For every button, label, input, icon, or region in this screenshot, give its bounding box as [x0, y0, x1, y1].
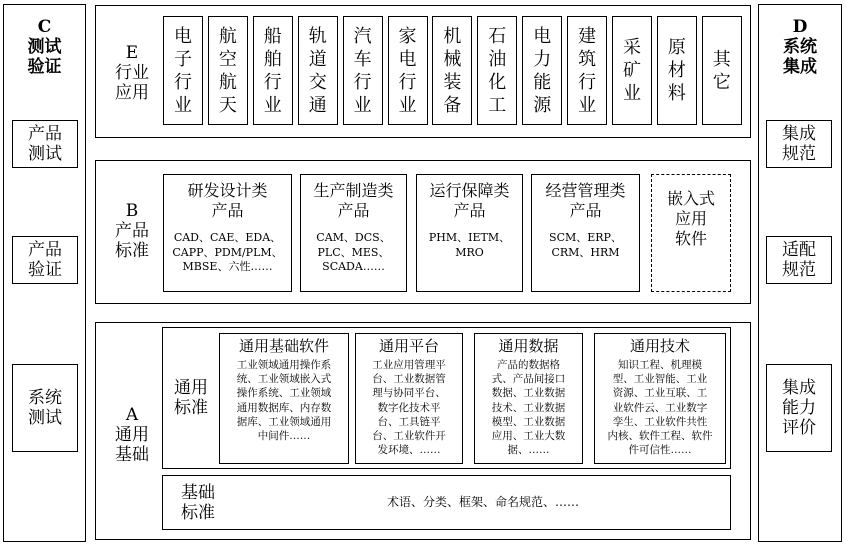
- category-title: [164, 181, 291, 221]
- adaptation-spec-box: [766, 236, 832, 284]
- category-detail: [417, 231, 522, 260]
- industry-char: 工: [488, 94, 507, 116]
- industry-char: 械: [443, 48, 462, 70]
- a-title-line1: 通用: [115, 425, 149, 445]
- group-detail-line: 发环境、……: [377, 444, 441, 457]
- group-detail-line: 工业领域通用操作系: [236, 359, 332, 371]
- industry-char: 能: [533, 71, 552, 93]
- integration-capability-line1: 集成: [782, 378, 816, 398]
- group-detail-line: 工业应用管理平: [372, 359, 446, 371]
- group-title: 通用基础软件: [238, 337, 329, 355]
- industry-char: 交: [308, 71, 327, 93]
- general-foundation-title: [106, 395, 158, 475]
- industry-char: 子: [174, 48, 192, 70]
- industry-char: 料: [667, 83, 686, 104]
- industry-char: 航: [218, 25, 237, 47]
- product-verification-line1: 产品: [28, 240, 62, 260]
- industry-char: 车: [353, 48, 372, 70]
- product-category-box: [300, 174, 407, 292]
- category-detail-line: PHM、IETM、: [428, 231, 511, 244]
- b-title-line1: 产品: [115, 221, 149, 241]
- industry-item: [432, 16, 472, 125]
- industry-char: 化: [488, 71, 507, 93]
- industry-char: 行: [578, 71, 597, 93]
- category-title: [301, 181, 406, 221]
- e-title-line2: 应用: [115, 83, 149, 103]
- industry-char: 行: [263, 71, 282, 93]
- group-detail-line: 式、产品间接口: [491, 373, 566, 386]
- industry-char: 它: [712, 71, 731, 93]
- c-title-line1: 测试: [27, 37, 62, 57]
- category-detail-line: CRM、HRM: [551, 245, 620, 259]
- category-title-line: 软件: [674, 229, 707, 248]
- group-detail-line: 台、工业软件开: [372, 430, 446, 443]
- group-detail-line: 台、工业数据管: [372, 373, 446, 386]
- system-integration-title: [759, 13, 841, 81]
- test-verification-title: [4, 13, 85, 81]
- industry-char: 通: [308, 94, 327, 116]
- group-detail-line: 操作系统、工业领域: [236, 387, 332, 400]
- integration-spec-box: [766, 120, 832, 168]
- category-detail-line: SCADA……: [322, 260, 385, 273]
- category-detail: [301, 231, 406, 275]
- industry-char: 业: [623, 83, 641, 104]
- industry-char: 汽: [353, 25, 372, 47]
- group-detail-line: 业软件云、工业数字: [612, 401, 708, 414]
- industry-item: [208, 16, 248, 125]
- b-letter: B: [125, 201, 139, 221]
- group-detail-line: 内核、软件工程、软件: [607, 430, 713, 443]
- group-detail: [220, 358, 348, 443]
- group-detail-line: 产品的数据格: [497, 359, 560, 371]
- industry-char: 业: [578, 94, 597, 116]
- general-standard-group: [594, 333, 726, 464]
- industry-item: [702, 16, 742, 125]
- category-title-line: 产品: [569, 201, 602, 220]
- industry-item: [522, 16, 562, 125]
- category-detail: [532, 231, 639, 260]
- industry-char: 行: [398, 71, 417, 93]
- product-standard-title: [106, 191, 158, 271]
- industry-char: 电: [174, 25, 192, 47]
- general-standard-group: [474, 333, 583, 464]
- group-detail-line: 数字化技术平: [377, 401, 441, 414]
- a-letter: A: [125, 405, 139, 425]
- industry-char: 其: [712, 48, 731, 70]
- category-title: [532, 181, 639, 221]
- group-detail-line: 据库、工业领域通用: [236, 415, 332, 428]
- system-testing-line1: 系统: [28, 388, 62, 408]
- group-detail-line: 知识工程、机理模: [618, 359, 702, 371]
- category-title-line: 运行保障类: [429, 181, 510, 200]
- product-verification-line2: 验证: [28, 260, 62, 280]
- industry-char: 电: [533, 25, 552, 47]
- industry-char: 业: [353, 94, 372, 116]
- industry-char: 行: [353, 71, 372, 93]
- adaptation-spec-line2: 规范: [782, 260, 816, 280]
- category-title-line: 产品: [337, 201, 370, 220]
- industry-char: 业: [174, 94, 192, 116]
- industry-application-title: [106, 34, 158, 112]
- industry-item: [567, 16, 607, 125]
- category-detail-line: PLC、MES、: [317, 245, 390, 259]
- industry-char: 电: [398, 48, 417, 70]
- product-category-box: [531, 174, 640, 292]
- integration-spec-line1: 集成: [782, 124, 816, 144]
- product-category-box: [163, 174, 292, 292]
- basic-standard-line2: 标准: [181, 503, 215, 523]
- industry-char: 航: [218, 71, 237, 93]
- group-detail-line: 中间件……: [257, 430, 311, 443]
- industry-char: 矿: [623, 60, 641, 81]
- industry-char: 轨: [308, 25, 327, 47]
- group-title: 通用平台: [378, 337, 439, 355]
- group-title: 通用数据: [498, 337, 559, 355]
- category-detail: [164, 231, 291, 275]
- basic-standard-line1: 基础: [181, 483, 215, 503]
- industry-char: 船: [263, 25, 282, 47]
- industry-char: 力: [533, 48, 552, 70]
- product-testing-line2: 测试: [28, 144, 62, 164]
- category-title: [417, 181, 522, 221]
- industry-item: [388, 16, 428, 125]
- product-testing-line1: 产品: [28, 124, 62, 144]
- group-detail-line: 技术、工业数据: [491, 401, 566, 414]
- industry-item: [298, 16, 338, 125]
- group-detail-line: 统、工业领域嵌入式: [236, 373, 332, 386]
- a-title-line2: 基础: [115, 445, 149, 465]
- industry-char: 采: [623, 37, 641, 58]
- category-title-line: 研发设计类: [187, 181, 268, 200]
- industry-char: 业: [398, 94, 417, 116]
- group-detail-line: 通用数据库、内存数: [236, 401, 332, 414]
- group-detail: [595, 358, 725, 457]
- industry-char: 筑: [578, 48, 597, 70]
- industry-char: 机: [443, 25, 462, 47]
- group-detail-line: 资源、工业互联、工: [612, 387, 708, 400]
- product-verification-box: [12, 236, 78, 284]
- embedded-software-box: [651, 174, 731, 292]
- e-letter: E: [125, 43, 139, 63]
- category-detail-line: MBSE、六性……: [182, 260, 273, 273]
- industry-char: 天: [218, 94, 237, 116]
- group-detail: [475, 358, 582, 457]
- industry-item: [477, 16, 517, 125]
- industry-item: [253, 16, 293, 125]
- industry-char: 原: [667, 37, 686, 58]
- industry-item: [612, 16, 652, 125]
- e-title-line1: 行业: [115, 63, 149, 83]
- category-detail-line: CAD、CAE、EDA、: [173, 231, 282, 244]
- integration-capability-line3: 评价: [782, 418, 816, 438]
- group-detail-line: 据、……: [507, 444, 550, 457]
- industry-item: [163, 16, 203, 125]
- industry-char: 道: [308, 48, 327, 70]
- group-detail-line: 件可信性……: [628, 444, 692, 457]
- product-category-box: [416, 174, 523, 292]
- category-title: [652, 189, 730, 249]
- industry-item: [657, 16, 697, 125]
- category-title-line: 嵌入式: [666, 189, 715, 208]
- general-standard-group: [219, 333, 349, 464]
- category-title-line: 生产制造类: [313, 181, 394, 200]
- industry-char: 舶: [263, 48, 282, 70]
- integration-spec-line2: 规范: [782, 144, 816, 164]
- general-standard-title: [167, 376, 215, 420]
- integration-capability-box: [766, 364, 832, 452]
- general-standard-group: [355, 333, 463, 464]
- category-title-line: 产品: [453, 201, 486, 220]
- industry-char: 备: [443, 94, 462, 116]
- category-detail-line: SCM、ERP、: [549, 231, 622, 244]
- group-detail-line: 数据、工业数据: [491, 387, 566, 400]
- b-title-line2: 标准: [115, 241, 149, 261]
- group-detail: [356, 358, 462, 457]
- category-title-line: 应用: [674, 209, 707, 228]
- basic-standard-items: 术语、分类、框架、命名规范、……: [386, 495, 579, 509]
- group-detail-line: 型、工业智能、工业: [612, 373, 708, 386]
- industry-item: [343, 16, 383, 125]
- d-title-line2: 集成: [783, 57, 817, 77]
- d-title-line1: 系统: [783, 37, 817, 57]
- product-testing-box: [12, 120, 78, 168]
- category-title-line: 产品: [211, 201, 244, 220]
- integration-capability-line2: 能力: [782, 398, 816, 418]
- category-detail-line: CAM、DCS、: [316, 231, 391, 244]
- adaptation-spec-line1: 适配: [782, 240, 816, 260]
- group-detail-line: 孪生、工业软件共性: [612, 415, 708, 428]
- industry-char: 石: [488, 25, 507, 47]
- industry-char: 业: [263, 94, 282, 116]
- system-testing-line2: 测试: [28, 408, 62, 428]
- group-detail-line: 模型、工业数据: [491, 415, 566, 428]
- category-detail-line: MRO: [455, 245, 484, 259]
- c-title-line2: 验证: [27, 57, 62, 77]
- industry-char: 行: [174, 71, 192, 93]
- industry-char: 空: [218, 48, 237, 70]
- industry-char: 家: [398, 25, 417, 47]
- category-detail-line: CAPP、PDM/PLM、: [172, 245, 283, 259]
- industry-char: 源: [533, 94, 552, 116]
- group-detail-line: 应用、工业大数: [491, 430, 566, 443]
- system-testing-box: [12, 364, 78, 452]
- general-standard-line1: 通用: [174, 378, 208, 398]
- industry-char: 油: [488, 48, 507, 70]
- industry-char: 材: [667, 60, 686, 81]
- industry-char: 建: [578, 25, 597, 47]
- d-letter: D: [792, 17, 808, 37]
- group-detail-line: 理与协同平台、: [372, 387, 446, 400]
- general-standard-line2: 标准: [174, 398, 208, 418]
- c-letter: C: [37, 17, 52, 37]
- industry-char: 装: [443, 71, 462, 93]
- category-title-line: 经营管理类: [545, 181, 626, 200]
- basic-standard-title: [167, 481, 229, 525]
- group-title: 通用技术: [629, 337, 690, 355]
- group-detail-line: 台、工具链平: [377, 415, 441, 428]
- basic-standard-box: [162, 475, 731, 530]
